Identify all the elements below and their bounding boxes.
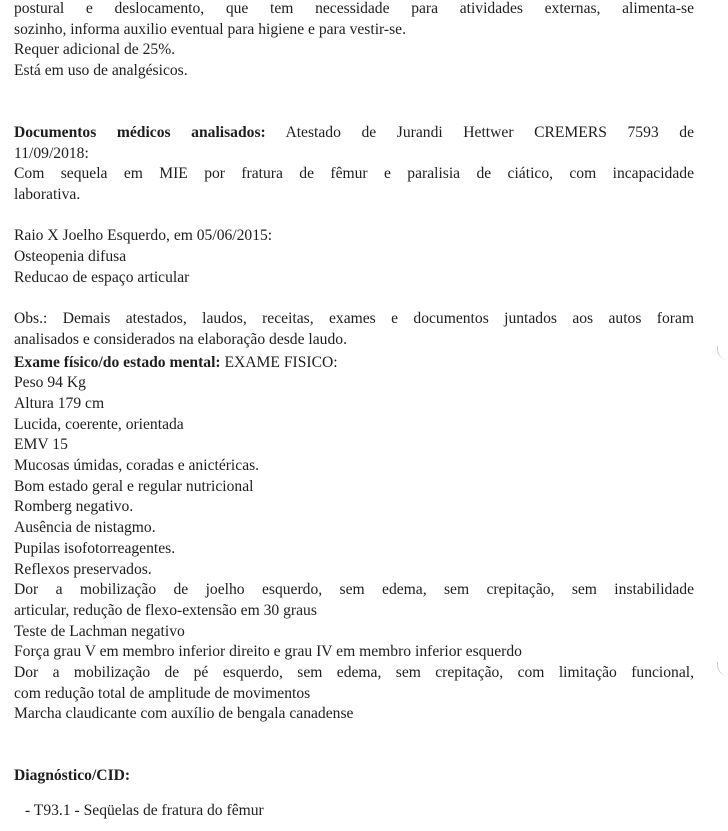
exam-line-orientation: Lucida, coerente, orientada [14,415,184,433]
exam-line-height: Altura 179 cm [14,394,105,412]
page-edge-mark-bottom [717,662,728,676]
exam-line-weight: Peso 94 Kg [14,374,86,392]
diagnosis-item-1: - T93.1 - Seqüelas de fratura do fêmur [25,801,264,819]
exam-line-emv: EMV 15 [14,436,68,454]
documents-heading: Documentos médicos analisados: [14,123,266,141]
diagnosis-heading: Diagnóstico/CID: [14,767,131,785]
obs-line-2: analisados e considerados na elaboração desde laudo. [14,330,347,348]
exam-knee-line-2: articular, redução de flexo-extensão em 30 graus [14,601,317,619]
exam-heading-line [14,353,694,374]
documents-section [14,123,694,206]
xray-line-1: Raio X Joelho Esquerdo, em 05/06/2015: [14,227,273,245]
exam-heading: Exame físico/do estado mental: [14,353,221,371]
exam-line-romberg: Romberg negativo. [14,498,134,516]
diagnosis-heading-line [14,766,694,787]
exam-section [14,353,694,726]
exam-line-pupils: Pupilas isofotorreagentes. [14,539,176,557]
intro-line-1: postural e deslocamento, que tem necessidade para atividades externas, alimenta-se [14,0,694,17]
xray-section [14,226,694,288]
exam-line-nystagmus: Ausência de nistagmo. [14,519,156,537]
exam-line-mucosa: Mucosas úmidas, coradas e anictéricas. [14,457,260,475]
document-page [14,0,694,822]
xray-line-2: Osteopenia difusa [14,248,127,266]
exam-knee-line-1: Dor a mobilização de joelho esquerdo, sem edema, sem crepitação, sem instabilidade [14,581,694,599]
documents-line-1 [14,123,694,144]
intro-line-3: Requer adicional de 25%. [14,41,176,59]
documents-line-4: laborativa. [14,185,81,203]
page-edge-mark-top [717,346,728,360]
exam-heading-rest: EXAME FISICO: [220,353,338,371]
intro-line-4: Está em uso de analgésicos. [14,62,188,80]
exam-foot-line-2: com redução total de amplitude de movimentos [14,684,311,702]
exam-foot-line-1: Dor a mobilização de pé esquerdo, sem edema, sem crepitação, com limitação funcional, [14,664,694,682]
intro-section [14,0,694,82]
exam-line-general-state: Bom estado geral e regular nutricional [14,477,254,495]
documents-line-3: Com sequela em MIE por fratura de fêmur e paralisia de ciático, com incapacidade [14,165,694,183]
xray-line-3: Reducao de espaço articular [14,268,190,286]
diagnosis-section [14,766,694,821]
documents-line-1-rest: Atestado de Jurandi Hettwer CREMERS 7593 de [265,123,694,141]
exam-strength: Força grau V em membro inferior direito e grau IV em membro inferior esquerdo [14,643,522,661]
documents-line-2: 11/09/2018: [14,144,89,162]
exam-line-reflexes: Reflexos preservados. [14,560,152,578]
exam-gait: Marcha claudicante com auxílio de bengala canadense [14,705,354,723]
intro-line-2: sozinho, informa auxilio eventual para higiene e para vestir-se. [14,20,406,38]
exam-lachman: Teste de Lachman negativo [14,622,185,640]
obs-line-1: Obs.: Demais atestados, laudos, receitas, exames e documentos juntados aos autos foram [14,310,694,328]
obs-section [14,309,694,350]
